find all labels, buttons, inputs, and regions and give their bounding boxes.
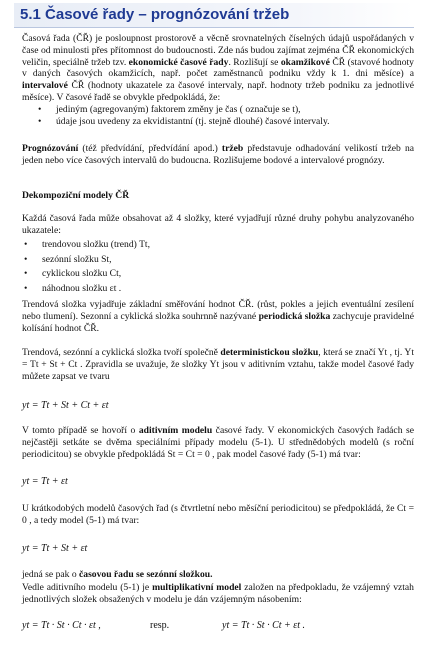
paragraph-seasonal bbox=[22, 569, 414, 581]
formula-trend-only: yt = Tt + εt bbox=[22, 476, 68, 487]
text: založen na předpokladu, že vzájemný vztah jednotlivých složek obsažených v modelu je dán vzájemným násobením: bbox=[22, 582, 414, 605]
list-item: • trendovou složku (trend) Tt, bbox=[24, 239, 394, 251]
bold-term: intervalové bbox=[22, 80, 68, 92]
list-item: • cyklickou složku Ct, bbox=[24, 268, 394, 280]
text: Každá časová řada může obsahovat až 4 složky, které vyjadřují různé druhy pohybu analyzovaného ukazatele: bbox=[22, 213, 414, 236]
text: jedná se pak o bbox=[22, 569, 80, 580]
text: představuje odhadování velikostí tržeb na jeden nebo více časových intervalů do budoucna. Rozlišujeme bodové a intervalové prognózy. bbox=[22, 143, 415, 166]
section-heading bbox=[14, 3, 414, 28]
bold-term: Prognózování bbox=[22, 143, 79, 154]
formula-mixed: yt = Tt · St · Ct + εt . bbox=[222, 620, 305, 631]
formula-multiplicative: yt = Tt · St · Ct · εt , bbox=[22, 620, 101, 631]
bold-term: multiplikativní model bbox=[152, 582, 242, 593]
section-title: 5.1 Časové řady – prognózování tržeb bbox=[20, 6, 290, 23]
text: zachycuje pravidelné kolísání hodnot ČŘ. bbox=[22, 310, 414, 334]
paragraph-definition bbox=[22, 33, 414, 104]
paragraph-multiplicative bbox=[22, 582, 414, 606]
paragraph-deterministic bbox=[22, 347, 414, 382]
bold-term: okamžikové bbox=[280, 56, 330, 68]
list-item: • sezónní složku St, bbox=[24, 254, 394, 266]
bold-term: časovou řadu se sezónní složkou. bbox=[79, 569, 213, 580]
list-item: • náhodnou složku εt . bbox=[24, 283, 394, 295]
paragraph-components bbox=[22, 213, 414, 237]
text: (též předvídání, předvídání apod.) bbox=[78, 143, 222, 154]
formula-seasonal: yt = Tt + St + εt bbox=[22, 543, 88, 554]
bold-term: aditivním modelu bbox=[138, 425, 213, 436]
list-item: • údaje jsou uvedeny za ekvidistantní (tj. stejně dlouhé) časové intervaly. bbox=[38, 116, 408, 128]
subsection-heading: Dekompoziční modely ČŘ bbox=[22, 190, 130, 201]
formula-separator: resp. bbox=[150, 620, 170, 631]
text: ČŘ (hodnoty ukazatele za časové intervaly, např. hodnoty tržeb podniku za jednotlivé měsíce). V časové řadě se obvykle předpokládá, že: bbox=[22, 80, 414, 103]
text: . Rozlišují se bbox=[228, 56, 281, 68]
text: V tomto případě se hovoří o bbox=[22, 425, 139, 436]
bold-term: deterministickou složku bbox=[220, 347, 319, 358]
formula-additive: yt = Tt + St + Ct + εt bbox=[22, 400, 109, 411]
paragraph-short-term bbox=[22, 503, 414, 527]
list-item: • jediným (agregovaným) faktorem změny je čas ( označuje se t), bbox=[38, 104, 408, 116]
text: U krátkodobých modelů časových řad (s čtvrtletní nebo měsíční periodicitou) se předpokládá, že Ct = 0 , a tedy model (5-1) má tvar: bbox=[22, 503, 414, 526]
bold-term: periodická složka bbox=[258, 310, 331, 322]
text: Trendová, sezónní a cyklická složka tvoří společně bbox=[22, 347, 221, 358]
text: , která se značí Yt , tj. Yt = Tt + St + Ct . Zpravidla se uvažuje, že složky Yt jsou v aditivním vztahu, takže model časové řady můžete zapsat ve tvaru bbox=[22, 347, 414, 382]
text: Trendová složka vyjadřuje základní směřování hodnot ČŘ. (růst, pokles a jejich eventuální zesílení nebo tlumení). Sezonní a cyklická složka souhrnně nazývané bbox=[22, 299, 414, 322]
paragraph-additive-model bbox=[22, 425, 414, 460]
bold-term: tržeb bbox=[221, 143, 244, 154]
paragraph-forecasting bbox=[22, 143, 414, 167]
component-list bbox=[24, 239, 394, 294]
text: časové řady. V ekonomických časových řadách se nejčastěji setkáte se dvěma speciálními případy modelu (5-1). U střednědobých modelů (s roční periodicitou) se obvykle předpokládá St = Ct = 0 , pak model časové řady (5-1) má tvar: bbox=[22, 425, 414, 460]
assumption-list bbox=[38, 104, 408, 127]
text: ČŘ (stavové hodnoty v daných časových okamžicích, např. počet zaměstnanců podniku vždy k 1. dni měsíce) a bbox=[22, 56, 414, 80]
text: Časová řada (ČŘ) je posloupnost prostorově a věcně srovnatelných číselných údajů uspořádaných v čase od minulosti přes přítomnost do budoucnosti. Zde nás budou zajímat zejména ČŘ ekonomických veličin, speciálně tržeb tzv. bbox=[22, 33, 414, 68]
text: Vedle aditivního modelu (5-1) je bbox=[22, 582, 153, 593]
bold-term: ekonomické časové řady bbox=[128, 56, 229, 68]
paragraph-trend bbox=[22, 299, 414, 334]
